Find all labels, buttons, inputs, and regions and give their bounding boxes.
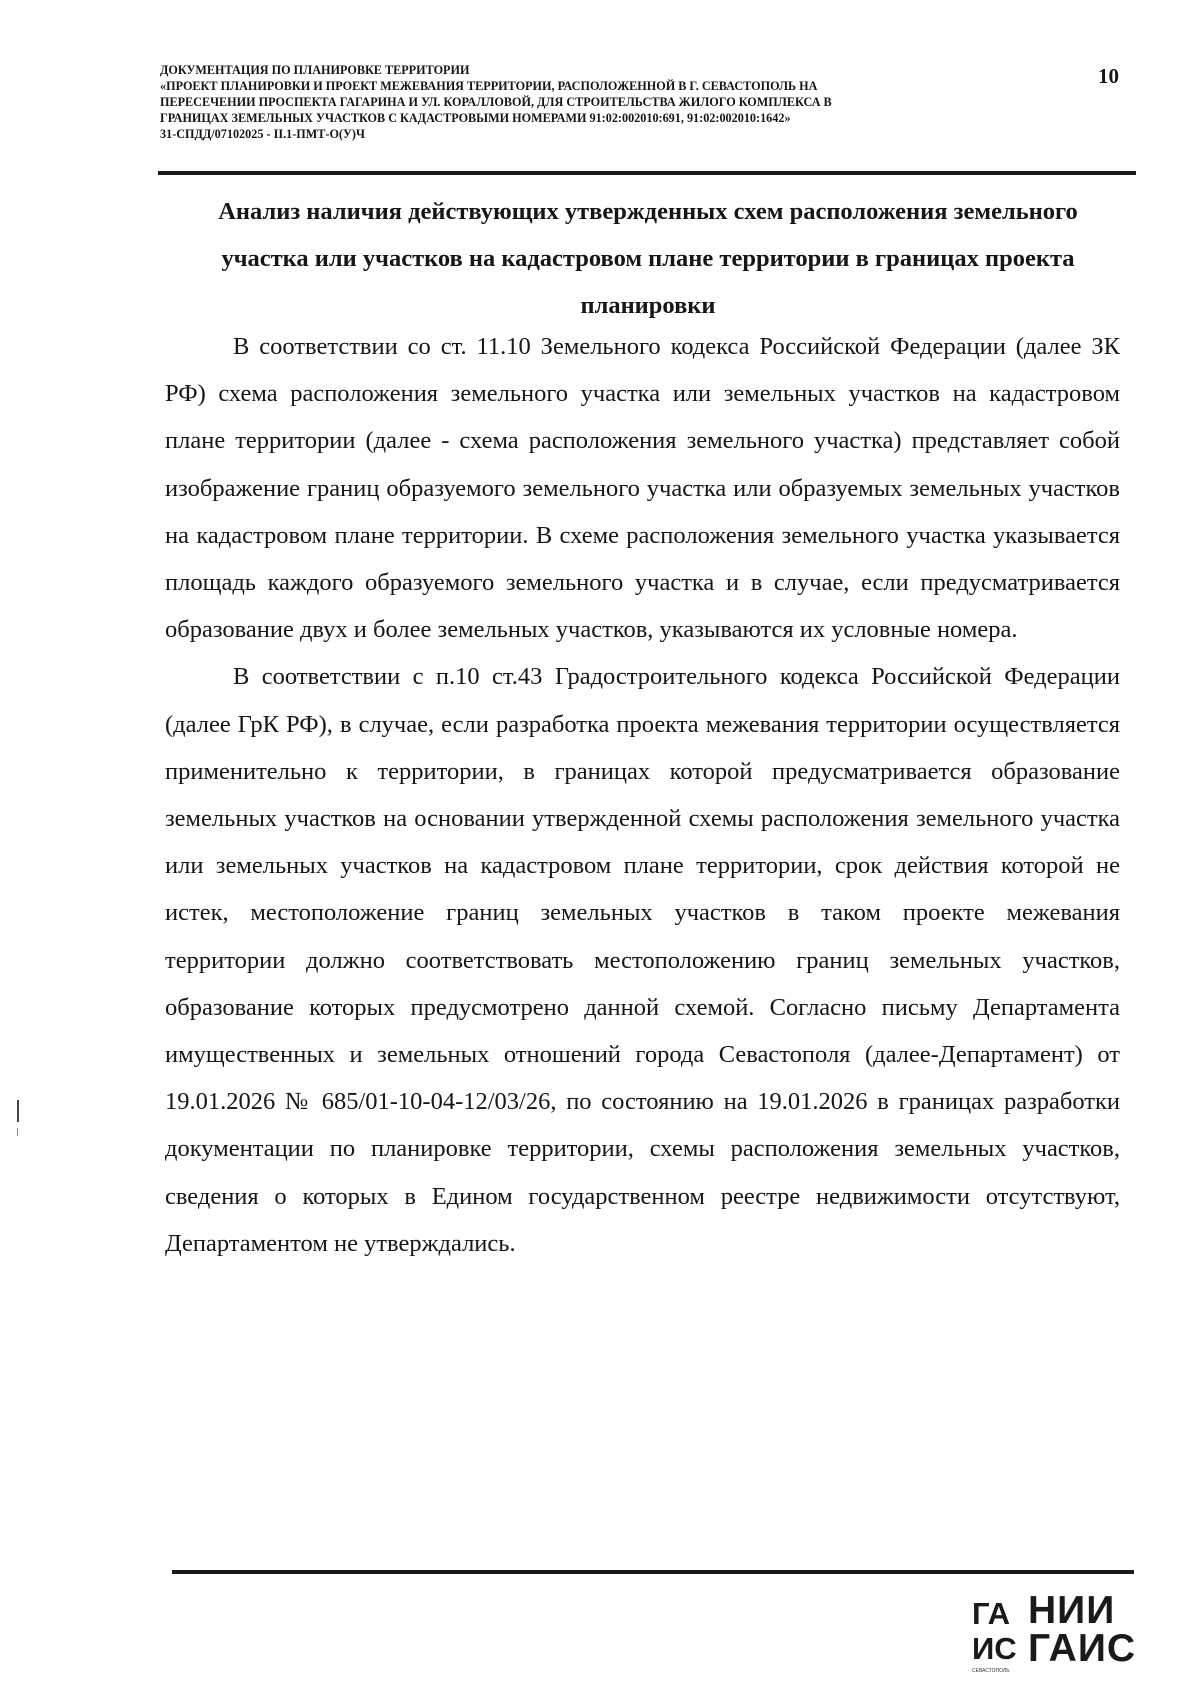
body-text	[165, 323, 1120, 1267]
page-number: 10	[1098, 64, 1119, 88]
heading-line-1: Анализ наличия действующих утвержденных схем расположения земельного	[218, 198, 1078, 225]
section-heading	[160, 188, 1136, 329]
header-divider	[158, 171, 1136, 175]
heading-line-3: планировки	[580, 292, 716, 319]
logo-subtitle: СЕВАСТОПОЛЬ	[972, 1668, 1010, 1674]
header-line-3: ПЕРЕСЕЧЕНИИ ПРОСПЕКТА ГАГАРИНА И УЛ. КОРАЛЛОВОЙ, ДЛЯ СТРОИТЕЛЬСТВА ЖИЛОГО КОМПЛЕКСА В	[160, 95, 832, 109]
paragraph-1: В соответствии со ст. 11.10 Земельного кодекса Российской Федерации (далее ЗК РФ) схема расположения земельного участка или земельных участков на кадастровом плане территории (далее - схема расположения земельного участка) представляет собой изображение границ образуемого земельного участка или образуемых земельных участков на кадастровом плане территории. В схеме расположения земельного участка указывается площадь каждого образуемого земельного участка и в случае, если предусматривается образование двух и более земельных участков, указываются их условные номера.	[165, 333, 1120, 644]
logo-text-line-2: ГАИС	[1028, 1627, 1137, 1670]
organization-logo-mark	[972, 1596, 1017, 1666]
header-line-2: «ПРОЕКТ ПЛАНИРОВКИ И ПРОЕКТ МЕЖЕВАНИЯ ТЕРРИТОРИИ, РАСПОЛОЖЕННОЙ В Г. СЕВАСТОПОЛЬ НА	[160, 79, 818, 93]
heading-line-2: участка или участков на кадастровом плане территории в границах проекта	[221, 245, 1075, 272]
logo-text-line-1: НИИ	[1028, 1589, 1116, 1632]
organization-logo-text	[1028, 1589, 1137, 1670]
footer-divider	[172, 1570, 1134, 1574]
header-line-5: 31-СПДД/07102025 - II.1-ПМТ-О(У)Ч	[160, 127, 365, 141]
logo-mark-line-1: ГА	[972, 1596, 1011, 1631]
paragraph-2: В соответствии с п.10 ст.43 Градостроительного кодекса Российской Федерации (далее ГрК РФ), в случае, если разработка проекта межевания территории осуществляется применительно к территории, в границах которой предусматривается образование земельных участков на основании утвержденной схемы расположения земельного участка или земельных участков на кадастровом плане территории, срок действия которой не истек, местоположение границ земельных участков в таком проекте межевания территории должно соответствовать местоположению границ земельных участков, образование которых предусмотрено данной схемой. Согласно письму Департамента имущественных и земельных отношений города Севастополя (далее-Департамент) от 19.01.2026 № 685/01-10-04-12/03/26, по состоянию на 19.01.2026 в границах разработки документации по планировке территории, схемы расположения земельных участков, сведения о которых в Едином государственном реестре недвижимости отсутствуют, Департаментом не утверждались.	[165, 663, 1120, 1257]
header-line-4: ГРАНИЦАХ ЗЕМЕЛЬНЫХ УЧАСТКОВ С КАДАСТРОВЫМИ НОМЕРАМИ 91:02:002010:691, 91:02:002010:1642»	[160, 111, 791, 125]
header-line-1: ДОКУМЕНТАЦИЯ ПО ПЛАНИРОВКЕ ТЕРРИТОРИИ	[160, 63, 470, 77]
scan-artifact-small	[17, 1128, 18, 1136]
document-header	[160, 62, 1060, 142]
logo-mark-line-2: ИС	[972, 1631, 1017, 1666]
scan-artifact	[17, 1100, 19, 1122]
